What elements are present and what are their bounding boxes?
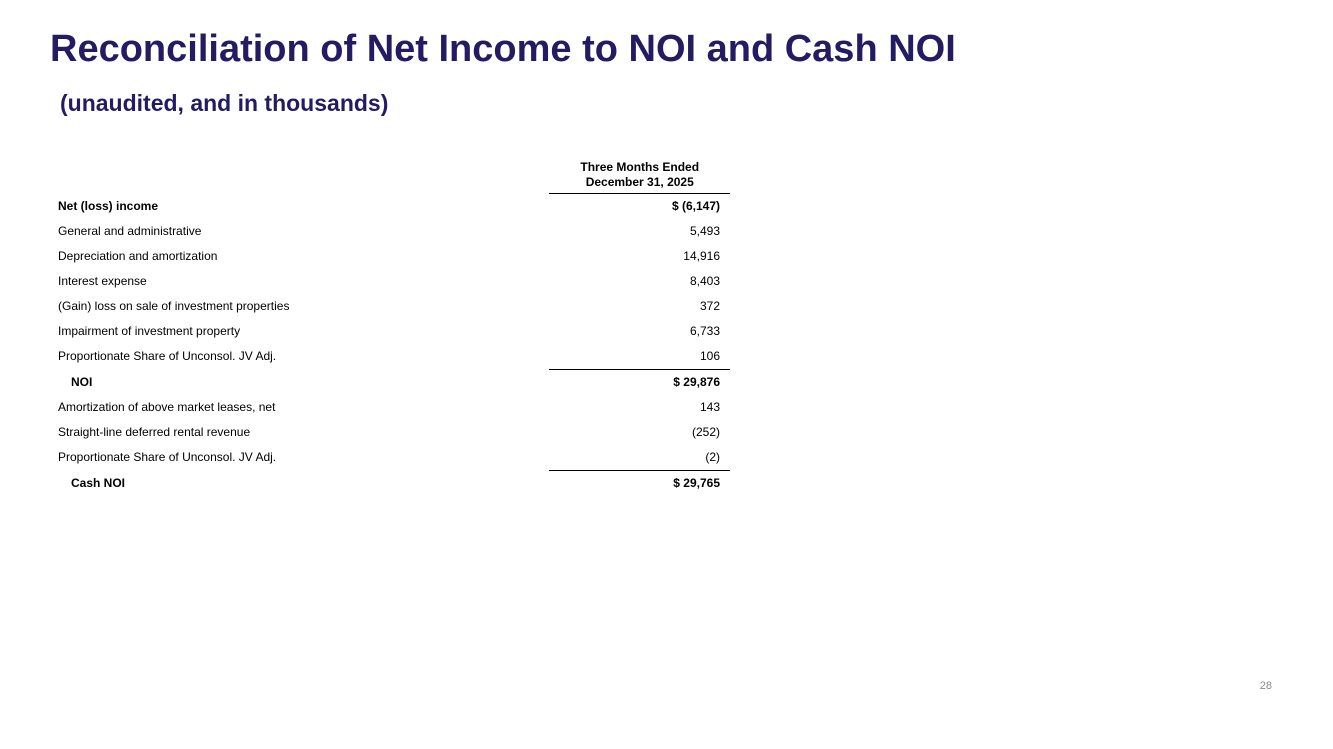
table-row	[58, 219, 730, 244]
row-label: Straight-line deferred rental revenue	[58, 425, 251, 439]
row-value: 106	[699, 349, 720, 363]
row-label: Net (loss) income	[58, 198, 159, 213]
slide-title: Reconciliation of Net Income to NOI and Cash NOI	[50, 28, 956, 70]
period-header-line-1: Three Months Ended	[580, 160, 700, 174]
row-label: (Gain) loss on sale of investment properties	[58, 299, 290, 313]
row-label: Impairment of investment property	[58, 324, 241, 338]
table-row	[58, 244, 730, 269]
period-header-line-2: December 31, 2025	[585, 175, 694, 189]
row-value: 8,403	[689, 274, 720, 288]
row-value: 6,733	[689, 324, 720, 338]
slide-subtitle: (unaudited, and in thousands)	[60, 90, 389, 116]
row-value: 143	[699, 400, 720, 414]
row-label: General and administrative	[58, 224, 202, 238]
reconciliation-table	[58, 158, 730, 496]
table-row	[58, 395, 730, 420]
row-label: Depreciation and amortization	[58, 249, 218, 263]
table-row	[58, 319, 730, 344]
table-row	[58, 420, 730, 445]
label-column-header	[58, 158, 549, 194]
row-label: Cash NOI	[71, 475, 126, 490]
row-label: Proportionate Share of Unconsol. JV Adj.	[58, 349, 277, 364]
row-value: 372	[699, 299, 720, 313]
page-number: 28	[1259, 680, 1272, 692]
row-value: 5,493	[689, 224, 720, 238]
table-row	[58, 344, 730, 370]
row-label: Proportionate Share of Unconsol. JV Adj.	[58, 450, 277, 465]
table-row	[58, 294, 730, 319]
table-row	[58, 194, 730, 220]
noi-subtotal-row	[58, 370, 730, 396]
row-value: (2)	[705, 450, 720, 464]
cash-noi-total-row	[58, 471, 730, 497]
row-label: NOI	[71, 374, 93, 389]
row-label: Interest expense	[58, 274, 147, 288]
period-column-header	[549, 158, 730, 194]
row-value: 14,916	[683, 249, 720, 263]
row-value: $ 29,876	[549, 370, 730, 396]
table-header-row	[58, 158, 730, 194]
row-value: $ 29,765	[549, 471, 730, 497]
row-label: Amortization of above market leases, net	[58, 400, 276, 414]
table-row	[58, 445, 730, 471]
table-row	[58, 269, 730, 294]
row-value: (252)	[691, 425, 720, 439]
row-value: $ (6,147)	[671, 199, 720, 213]
